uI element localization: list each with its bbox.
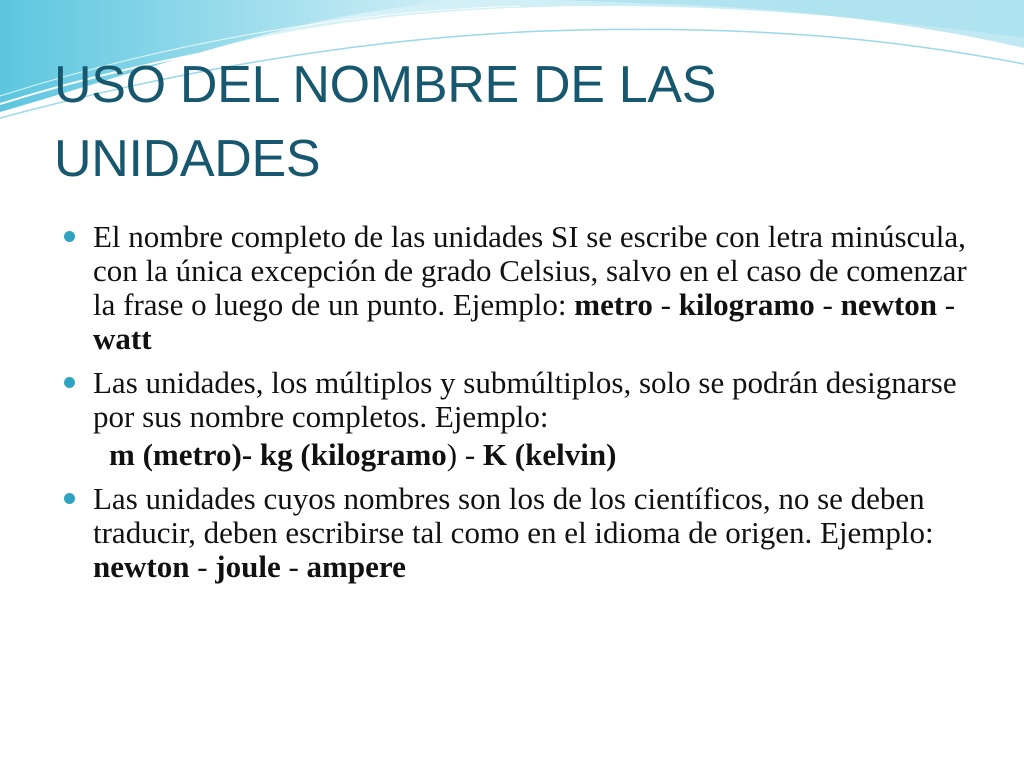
bullet-1-sep-1: - (652, 287, 679, 322)
bullet-1-sep-2: - (814, 287, 841, 322)
slide-title-line1: USO DEL NOMBRE DE LAS (54, 56, 717, 114)
bullet-item-2 (60, 366, 980, 434)
bullet-1-example-newton: newton (840, 287, 938, 322)
bullet-item-1 (60, 220, 980, 356)
bullet-1-example-kilogramo: kilogramo (678, 287, 815, 322)
slide-title-line2: UNIDADES (54, 130, 321, 188)
example-line-part1: m (metro)- kg (kilogramo (109, 437, 447, 472)
bullet-2-text: Las unidades, los múltiplos y submúltiplos, solo se podrán designarse por sus nombre completos. Ejemplo: (93, 365, 957, 434)
bullet-1-sep-3: - (937, 287, 956, 322)
bullet-3-example-newton: newton (93, 549, 190, 584)
bullet-1-example-watt: watt (93, 321, 152, 356)
bullet-dot-icon (64, 493, 75, 504)
bullet-1-example-metro: metro (574, 287, 653, 322)
bullet-3-example-joule: joule (215, 549, 281, 584)
example-line-part2: ) - (446, 437, 483, 472)
bullet-3-text: Las unidades cuyos nombres son los de los científicos, no se deben traducir, deben escribirse tal como en el idioma de origen. Ejemplo: (93, 481, 934, 550)
bullet-dot-icon (64, 231, 75, 242)
example-line-part3: K (kelvin) (482, 437, 617, 472)
bullet-dot-icon (64, 377, 75, 388)
example-line (60, 438, 980, 472)
slide-title (54, 48, 954, 196)
bullet-1-text: El nombre completo de las unidades SI se escribe con letra minúscula, con la única excepción de grado Celsius, salvo en el caso de comenzar la frase o luego de un punto. Ejemplo: (93, 219, 967, 322)
bullet-list (60, 220, 980, 594)
bullet-3-sep-2: - (280, 549, 307, 584)
bullet-item-3 (60, 482, 980, 584)
bullet-3-example-ampere: ampere (306, 549, 406, 584)
bullet-3-sep-1: - (189, 549, 216, 584)
